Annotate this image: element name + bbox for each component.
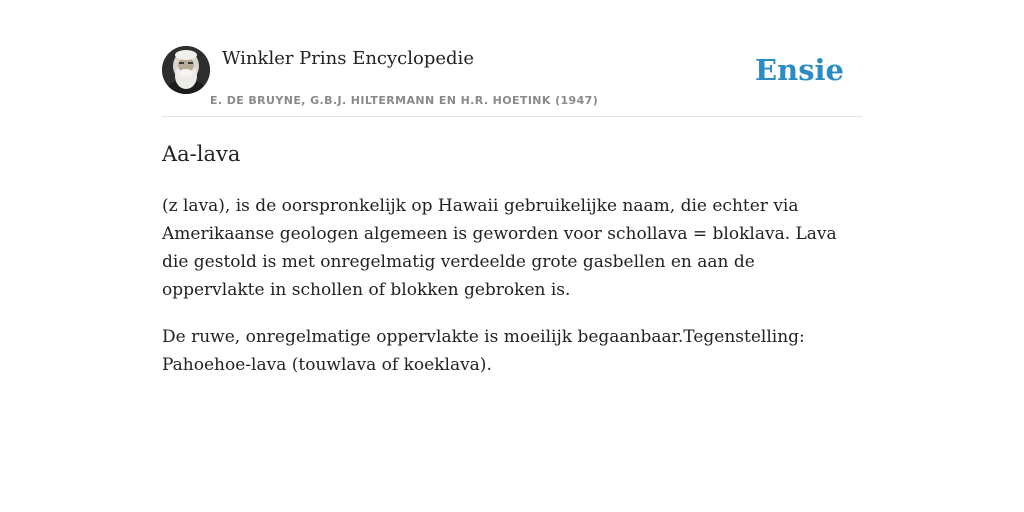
entry-body [162,192,862,398]
entry-title: Aa-lava [162,142,241,166]
author-avatar[interactable] [162,46,210,94]
ensie-logo-link[interactable]: Ensie [755,53,844,87]
entry-paragraph-1: (z lava), is de oorspronkelijk op Hawaii gebruikelijke naam, die echter via Amerikaanse geologen algemeen is geworden voor schollava = bloklava. Lava die gestold is met onregelmatig verdeelde grote gasbellen en aan de oppervlakte in schollen of blokken gebroken is. [162,196,837,300]
entry-paragraph-2: De ruwe, onregelmatige oppervlakte is moeilijk begaanbaar.Tegenstelling: Pahoehoe-lava (touwlava of koeklava). [162,327,805,375]
page [162,0,862,512]
source-title[interactable]: Winkler Prins Encyclopedie [222,48,474,69]
source-authors: E. DE BRUYNE, G.B.J. HILTERMANN EN H.R. HOETINK (1947) [210,94,599,107]
author-portrait-icon [162,46,210,94]
source-header [162,46,862,117]
